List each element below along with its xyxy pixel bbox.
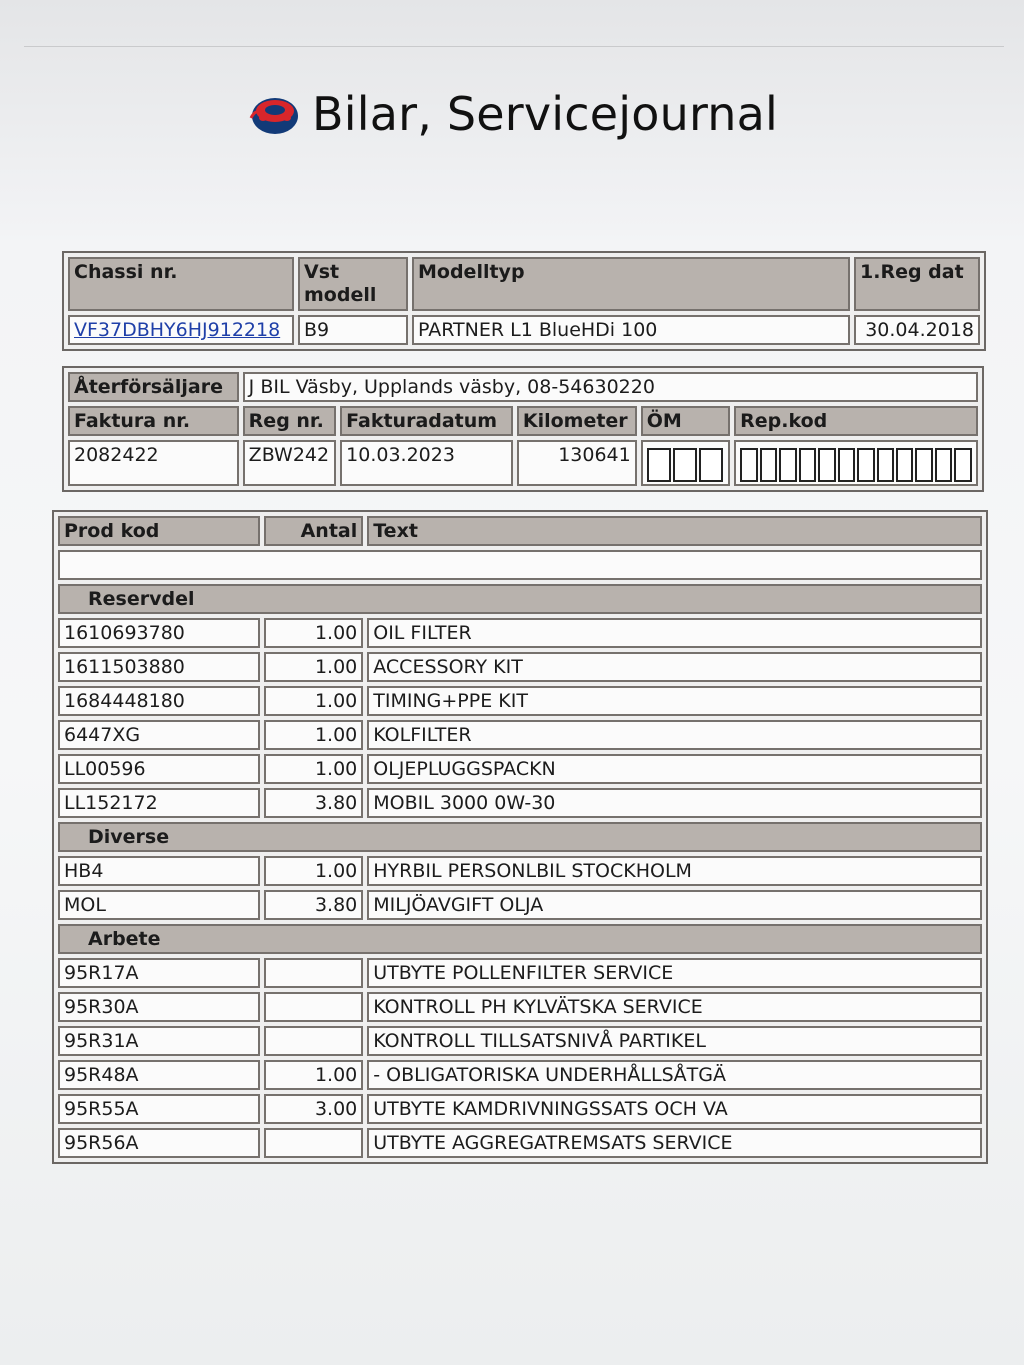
prod-kod-cell: 95R30A	[58, 992, 260, 1022]
chassi-link[interactable]	[68, 315, 294, 345]
header-reg-nr: Reg nr.	[243, 406, 336, 436]
header-kilometer: Kilometer	[517, 406, 637, 436]
prod-kod-cell: LL00596	[58, 754, 260, 784]
text-cell: UTBYTE POLLENFILTER SERVICE	[367, 958, 982, 988]
prod-kod-cell: 95R55A	[58, 1094, 260, 1124]
page-header	[248, 84, 778, 144]
text-cell: KOLFILTER	[367, 720, 982, 750]
table-row	[58, 618, 982, 648]
table-row	[58, 1060, 982, 1090]
prod-kod-cell: HB4	[58, 856, 260, 886]
rep-kod-box	[740, 448, 757, 482]
prod-kod-cell: 1611503880	[58, 652, 260, 682]
text-cell: TIMING+PPE KIT	[367, 686, 982, 716]
antal-cell: 3.80	[264, 788, 364, 818]
rep-kod-box	[818, 448, 835, 482]
brand-logo-icon	[248, 92, 300, 136]
prod-kod-cell: 95R48A	[58, 1060, 260, 1090]
text-cell: OIL FILTER	[367, 618, 982, 648]
table-row	[58, 1128, 982, 1158]
reg-dat-value: 30.04.2018	[854, 315, 980, 345]
rep-kod-box	[760, 448, 777, 482]
antal-cell	[264, 992, 364, 1022]
om-boxes	[641, 440, 730, 486]
antal-cell: 1.00	[264, 618, 364, 648]
reg-nr-value: ZBW242	[243, 440, 336, 486]
header-prod-kod: Prod kod	[58, 516, 260, 546]
antal-cell: 1.00	[264, 856, 364, 886]
antal-cell: 3.00	[264, 1094, 364, 1124]
prod-kod-cell: 95R31A	[58, 1026, 260, 1056]
table-row	[58, 1094, 982, 1124]
prod-kod-cell: 6447XG	[58, 720, 260, 750]
section-header-diverse: Diverse	[58, 822, 982, 852]
chassi-number[interactable]: VF37DBHY6HJ912218	[74, 319, 281, 341]
text-cell: KONTROLL TILLSATSNIVÅ PARTIKEL	[367, 1026, 982, 1056]
table-row	[58, 754, 982, 784]
om-box	[647, 448, 671, 482]
table-row	[58, 856, 982, 886]
rep-kod-box	[779, 448, 796, 482]
text-cell: UTBYTE KAMDRIVNINGSSATS OCH VA	[367, 1094, 982, 1124]
fakturadatum-value: 10.03.2023	[340, 440, 513, 486]
text-cell: OLJEPLUGGSPACKN	[367, 754, 982, 784]
faktura-nr-value: 2082422	[68, 440, 239, 486]
om-code-boxes	[647, 444, 724, 482]
rep-kod-box	[896, 448, 913, 482]
header-fakturadatum: Fakturadatum	[340, 406, 513, 436]
dealer-label: Återförsäljare	[68, 372, 239, 402]
prod-kod-cell: MOL	[58, 890, 260, 920]
page-title: Bilar, Servicejournal	[312, 87, 778, 141]
header-faktura-nr: Faktura nr.	[68, 406, 239, 436]
table-row	[58, 788, 982, 818]
prod-kod-cell: 1610693780	[58, 618, 260, 648]
antal-cell: 1.00	[264, 754, 364, 784]
prod-kod-cell: LL152172	[58, 788, 260, 818]
dealer-value: J BIL Väsby, Upplands väsby, 08-54630220	[243, 372, 978, 402]
om-box	[699, 448, 723, 482]
om-box	[673, 448, 697, 482]
divider	[24, 46, 1004, 47]
header-antal: Antal	[264, 516, 364, 546]
header-reg-dat: 1.Reg dat	[854, 257, 980, 311]
modelltyp-value: PARTNER L1 BlueHDi 100	[412, 315, 850, 345]
rep-kod-box	[935, 448, 952, 482]
vst-modell-value: B9	[298, 315, 408, 345]
section-header-reservdel: Reservdel	[58, 584, 982, 614]
rep-kod-box	[915, 448, 932, 482]
header-modelltyp: Modelltyp	[412, 257, 850, 311]
text-cell: UTBYTE AGGREGATREMSATS SERVICE	[367, 1128, 982, 1158]
rep-kod-code-boxes	[740, 444, 972, 482]
table-row	[58, 686, 982, 716]
text-cell: ACCESSORY KIT	[367, 652, 982, 682]
antal-cell	[264, 958, 364, 988]
items-table	[52, 510, 988, 1164]
rep-kod-box	[799, 448, 816, 482]
text-cell: KONTROLL PH KYLVÄTSKA SERVICE	[367, 992, 982, 1022]
header-chassi: Chassi nr.	[68, 257, 294, 311]
rep-kod-box	[838, 448, 855, 482]
text-cell: - OBLIGATORISKA UNDERHÅLLSÅTGÄ	[367, 1060, 982, 1090]
antal-cell: 1.00	[264, 652, 364, 682]
header-om: ÖM	[641, 406, 730, 436]
table-row	[58, 1026, 982, 1056]
header-text: Text	[367, 516, 982, 546]
table-row	[58, 890, 982, 920]
antal-cell: 1.00	[264, 686, 364, 716]
rep-kod-box	[877, 448, 894, 482]
table-row	[58, 992, 982, 1022]
text-cell: HYRBIL PERSONLBIL STOCKHOLM	[367, 856, 982, 886]
header-vst-modell: Vst modell	[298, 257, 408, 311]
antal-cell	[264, 1128, 364, 1158]
rep-kod-box	[857, 448, 874, 482]
rep-kod-boxes	[734, 440, 978, 486]
prod-kod-cell: 95R17A	[58, 958, 260, 988]
table-row	[58, 958, 982, 988]
text-cell: MILJÖAVGIFT OLJA	[367, 890, 982, 920]
empty-row	[58, 550, 982, 580]
prod-kod-cell: 95R56A	[58, 1128, 260, 1158]
antal-cell: 1.00	[264, 720, 364, 750]
section-header-arbete: Arbete	[58, 924, 982, 954]
antal-cell: 3.80	[264, 890, 364, 920]
header-rep-kod: Rep.kod	[734, 406, 978, 436]
kilometer-value: 130641	[517, 440, 637, 486]
table-row	[58, 720, 982, 750]
antal-cell	[264, 1026, 364, 1056]
vehicle-table	[62, 251, 986, 351]
invoice-table	[62, 366, 984, 492]
antal-cell: 1.00	[264, 1060, 364, 1090]
text-cell: MOBIL 3000 0W-30	[367, 788, 982, 818]
prod-kod-cell: 1684448180	[58, 686, 260, 716]
rep-kod-box	[954, 448, 971, 482]
table-row	[58, 652, 982, 682]
